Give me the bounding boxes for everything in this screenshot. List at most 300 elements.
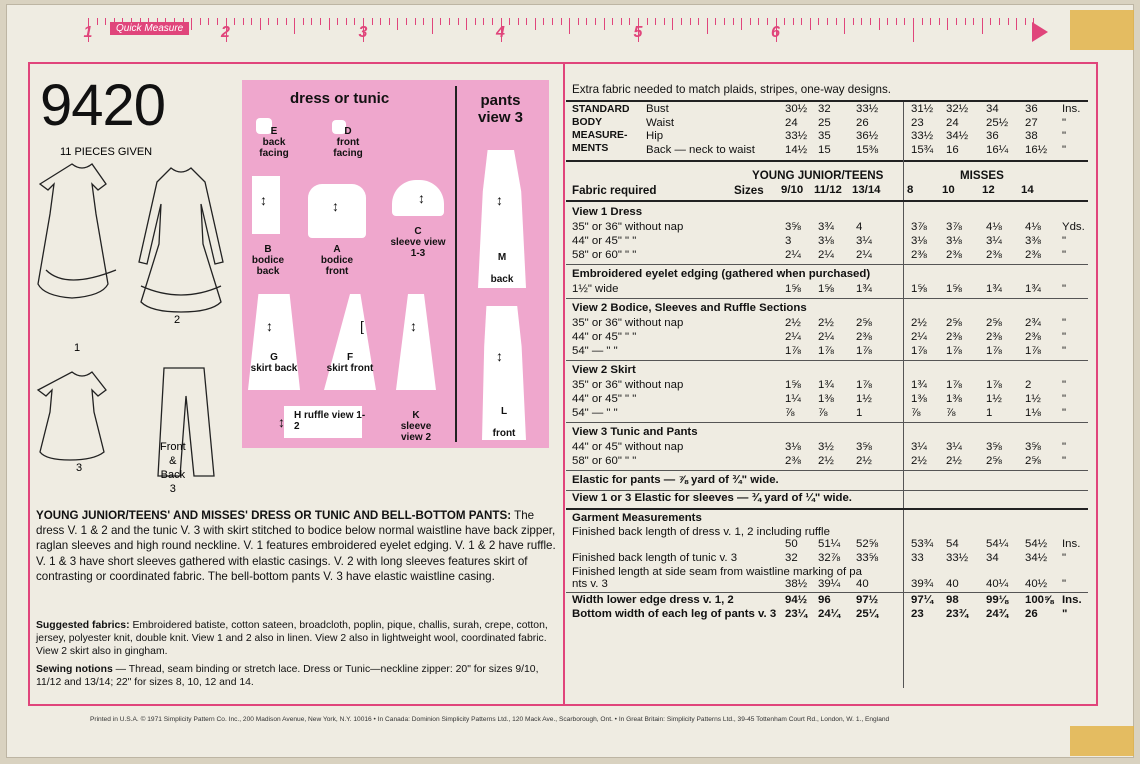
fabric-row-label: 35" or 36" without nap xyxy=(572,221,684,233)
rule xyxy=(566,100,1088,102)
yardage-value: 1⅞ xyxy=(986,379,1002,391)
grain-arrow-icon: ↕ xyxy=(332,198,339,214)
ruler-tick xyxy=(268,18,269,25)
ruler-tick xyxy=(1025,18,1026,25)
yardage-value: 3⅛ xyxy=(946,235,962,247)
measurement-value: 36½ xyxy=(856,130,879,142)
unit-label: " xyxy=(1062,249,1067,261)
ruler-tick xyxy=(105,18,106,25)
yardage-value: 2½ xyxy=(785,317,801,329)
ruler-tick xyxy=(260,18,261,30)
garment-value: 40¼ xyxy=(986,578,1009,590)
measurement-value: 36 xyxy=(1025,103,1038,115)
yardage-value: 3⅝ xyxy=(1025,441,1041,453)
ruler-tick xyxy=(380,18,381,25)
yardage-value: 1¾ xyxy=(1025,283,1041,295)
garment-value: 97¼ xyxy=(911,594,934,606)
ruler-tick xyxy=(526,18,527,25)
ruler-tick xyxy=(939,18,940,25)
yardage-value: 3⅞ xyxy=(946,221,962,233)
garment-value: 38½ xyxy=(785,578,808,590)
misses-label: MISSES xyxy=(960,169,1004,182)
garment-value: 39¾ xyxy=(911,578,934,590)
ruler-tick xyxy=(836,18,837,25)
yardage-value: 1¾ xyxy=(818,379,834,391)
garment-value: 97½ xyxy=(856,594,879,606)
ruler-tick xyxy=(277,18,278,25)
measurement-value: 24 xyxy=(785,116,798,129)
ruler-tick xyxy=(758,18,759,25)
measurement-value: 33½ xyxy=(785,130,808,142)
ruler-tick xyxy=(251,18,252,25)
ruler-number: 4 xyxy=(496,24,505,41)
yardage-value: 1⅝ xyxy=(946,283,962,295)
ruler-tick xyxy=(535,18,536,30)
ruler-tick xyxy=(956,18,957,25)
yardage-value: 1¾ xyxy=(986,283,1002,295)
unit-label: " xyxy=(1062,283,1067,295)
yardage-value: 1⅞ xyxy=(986,345,1002,357)
young-label: YOUNG JUNIOR/TEENS xyxy=(752,169,884,182)
yardage-value: 4⅛ xyxy=(1025,221,1041,233)
yardage-value: 1⅜ xyxy=(946,393,962,405)
suggested-fabrics xyxy=(36,619,556,658)
piece-g-label: G skirt back xyxy=(250,352,298,374)
garment-value: 54½ xyxy=(1025,538,1048,550)
size-header: 9/10 xyxy=(781,184,804,196)
ruler-tick xyxy=(191,18,192,30)
garment-row-label: Bottom width of each leg of pants v. 3 xyxy=(572,608,777,620)
garment-value: 98 xyxy=(946,594,959,606)
description-body: The dress V. 1 & 2 and the tunic V. 3 with skirt stitched to bodice below normal waistline have back zipper, raglan sleeves and high round neckline. V. 1 features embroidered eyelet edging. V. 1 & 2 have ruffle. V. 1 & 3 have short sleeves gathered with elastic casings. V. 2 with long sleeves features skirt of contrasting or coordinated fabric. The bell-bottom pants V. 3 have elastic waistline casing. xyxy=(36,509,556,583)
column-divider xyxy=(903,102,904,688)
ruler-tick xyxy=(887,18,888,25)
ruler-tick xyxy=(818,18,819,25)
piece-f-shape xyxy=(324,294,376,390)
ruler-tick xyxy=(200,18,201,25)
yardage-value: 1 xyxy=(986,407,993,419)
unit-label: " xyxy=(1062,331,1067,343)
garment-value: 32⅞ xyxy=(818,552,841,564)
yardage-value: 2¼ xyxy=(785,249,801,261)
yardage-value: 3⅝ xyxy=(986,441,1002,453)
yardage-value: 2¼ xyxy=(911,331,927,343)
sizes-label: Sizes xyxy=(734,184,764,197)
yardage-value: 2⅝ xyxy=(986,455,1002,467)
measurement-value: 16½ xyxy=(1025,143,1048,156)
pieces-count: 11 PIECES GIVEN xyxy=(60,146,153,158)
yardage-value: 2⅜ xyxy=(1025,331,1041,343)
rule xyxy=(566,490,1088,491)
garment-title: Garment Measurements xyxy=(572,512,702,524)
garment-row-label: Finished back length of tunic v. 3 xyxy=(572,552,738,564)
yardage-value: 3¼ xyxy=(911,441,927,453)
yardage-value: 1¾ xyxy=(911,379,927,391)
view-1-dress xyxy=(38,164,108,298)
ruler-tick xyxy=(870,18,871,25)
ruler-tick xyxy=(397,18,398,30)
ruler-tick xyxy=(294,18,295,34)
panel-divider xyxy=(455,86,457,442)
tape xyxy=(1070,10,1134,50)
yardage-value: 2⅜ xyxy=(946,331,962,343)
garment-row-label: Finished length at side seam from waistline marking of pa xyxy=(572,566,862,578)
measurement-value: 25½ xyxy=(986,116,1009,129)
garment-value: 53¾ xyxy=(911,538,934,550)
unit-label: " xyxy=(1062,407,1067,419)
yardage-value: 4 xyxy=(856,221,863,233)
unit-label: " xyxy=(1062,455,1067,467)
ruler-tick xyxy=(1008,18,1009,25)
standard-body-label: STANDARD BODY MEASURE- MENTS xyxy=(572,104,630,154)
section-title: View 3 Tunic and Pants xyxy=(572,426,698,438)
ruler-arrow-icon xyxy=(1032,22,1048,42)
pants-heading: pants view 3 xyxy=(478,92,524,126)
ruler-tick xyxy=(655,18,656,25)
pattern-number: 9420 xyxy=(40,73,166,138)
ruler-tick xyxy=(879,18,880,30)
view-2-label: 2 xyxy=(174,314,181,326)
ruler-tick xyxy=(999,18,1000,25)
yardage-value: 2⅜ xyxy=(986,249,1002,261)
yardage-value: 2⅝ xyxy=(856,317,872,329)
ruler-tick xyxy=(466,18,467,30)
section-title: View 1 Dress xyxy=(572,206,643,218)
garment-row-label: nts v. 3 xyxy=(572,578,608,590)
unit-label: " xyxy=(1062,130,1067,142)
yardage-value: 1⅜ xyxy=(911,393,927,405)
garment-value: 99⅛ xyxy=(986,594,1009,606)
ruler-tick xyxy=(750,18,751,25)
ruler-tick xyxy=(973,18,974,25)
fabric-row-label: 44" or 45" without nap xyxy=(572,441,684,453)
pattern-description xyxy=(36,508,556,584)
unit-label: " xyxy=(1062,235,1067,247)
ruler-tick xyxy=(432,18,433,34)
yardage-value: 2⅜ xyxy=(911,249,927,261)
ruler-tick xyxy=(1016,18,1017,30)
yardage-value: 3¼ xyxy=(856,235,872,247)
yardage-value: 2½ xyxy=(911,455,927,467)
rule xyxy=(566,422,1088,423)
yardage-value: 2⅜ xyxy=(986,331,1002,343)
unit-label: " xyxy=(1062,552,1067,564)
garment-value: 23¼ xyxy=(785,608,808,620)
ruler-tick xyxy=(329,18,330,30)
measurement-value: 33½ xyxy=(911,130,934,142)
yardage-value: 1⅛ xyxy=(1025,407,1041,419)
ruler-tick xyxy=(449,18,450,25)
garment-value: 33 xyxy=(911,552,924,564)
grain-arrow-icon: ↕ xyxy=(278,414,285,430)
garment-value: 33⅝ xyxy=(856,552,879,564)
ruler-tick xyxy=(784,18,785,25)
piece-l-label: L front xyxy=(492,406,516,439)
ruler-tick xyxy=(389,18,390,25)
grain-arrow-icon: ↕ xyxy=(410,318,417,334)
notions-label: Sewing notions xyxy=(36,664,113,675)
yardage-value: 2⅝ xyxy=(1025,455,1041,467)
unit-label: Ins. xyxy=(1062,594,1082,606)
piece-h-label: H ruffle view 1-2 xyxy=(294,410,366,432)
view-sketches xyxy=(36,160,236,500)
yardage-value: 1⅝ xyxy=(818,283,834,295)
garment-value: 51¼ xyxy=(818,538,841,550)
yardage-value: 2⅜ xyxy=(856,331,872,343)
ruler-tick xyxy=(458,18,459,25)
size-header: 13/14 xyxy=(852,184,881,196)
measurement-value: 32 xyxy=(818,103,831,115)
rule xyxy=(566,592,1088,593)
ruler-tick xyxy=(690,18,691,25)
yardage-value: 3¾ xyxy=(818,221,834,233)
yardage-value: ⅞ xyxy=(785,407,795,419)
measurement-value: 25 xyxy=(818,116,831,129)
yardage-value: 3⅝ xyxy=(856,441,872,453)
measurement-value: 34½ xyxy=(946,130,969,142)
measurement-value: 14½ xyxy=(785,143,808,156)
ruler-tick xyxy=(930,18,931,25)
pattern-pieces-panel xyxy=(242,80,549,448)
ruler-tick xyxy=(509,18,510,25)
grain-arrow-icon: ↕ xyxy=(496,348,503,364)
view-1-label: 1 xyxy=(74,342,81,354)
ruler-number: 5 xyxy=(633,24,643,41)
garment-value: 23¾ xyxy=(946,608,969,620)
rule xyxy=(566,200,1088,202)
sewing-notions xyxy=(36,663,556,689)
unit-label: " xyxy=(1062,345,1067,357)
measurement-value: 26 xyxy=(856,116,869,129)
notions-text: — Thread, seam binding or stretch lace. Dress or Tunic—neckline zipper: 20" for sizes 9/10, 11/12 and 13/14; 22" for sizes 8, 10, 12 and 14. xyxy=(36,664,539,688)
ruler-tick xyxy=(346,18,347,25)
view-3-tunic xyxy=(38,372,106,460)
piece-g-shape xyxy=(248,294,300,390)
garment-value: 26 xyxy=(1025,608,1038,620)
measurement-value: 32½ xyxy=(946,103,969,115)
piece-b-label: B bodice back xyxy=(251,244,285,277)
ruler-tick xyxy=(406,18,407,25)
measurement-value: 35 xyxy=(818,130,831,142)
measurement-value: 30½ xyxy=(785,103,808,115)
yardage-value: 2⅝ xyxy=(986,317,1002,329)
fold-bracket-icon: [ xyxy=(360,318,364,334)
ruler-tick xyxy=(518,18,519,25)
ruler-tick xyxy=(97,18,98,25)
yardage-value: 1⅝ xyxy=(911,283,927,295)
unit-label: Ins. xyxy=(1062,103,1081,115)
ruler-tick xyxy=(552,18,553,25)
measurement-value: 31½ xyxy=(911,103,934,115)
yardage-value: 4⅛ xyxy=(986,221,1002,233)
ruler-tick xyxy=(698,18,699,25)
garment-value: 24¼ xyxy=(818,608,841,620)
ruler-tick xyxy=(965,18,966,25)
ruler-tick xyxy=(234,18,235,25)
yardage-value: 3¼ xyxy=(986,235,1002,247)
fabric-row-label: 44" or 45" " " xyxy=(572,235,637,247)
fabric-row-label: 35" or 36" without nap xyxy=(572,379,684,391)
yardage-value: 2¼ xyxy=(785,331,801,343)
garment-value: 94½ xyxy=(785,594,808,606)
garment-value: 100⅝ xyxy=(1025,594,1054,606)
yardage-value: 2½ xyxy=(946,455,962,467)
dress-tunic-heading: dress or tunic xyxy=(290,90,390,107)
ruler-tick xyxy=(672,18,673,30)
ruler-tick xyxy=(793,18,794,25)
section-title: Embroidered eyelet edging (gathered when purchased) xyxy=(572,268,871,280)
ruler-tick xyxy=(311,18,312,25)
ruler-tick xyxy=(922,18,923,25)
ruler-tick xyxy=(733,18,734,25)
garment-value: 33½ xyxy=(946,552,969,564)
garment-value: 39¼ xyxy=(818,578,841,590)
fabric-row-label: 54" — " " xyxy=(572,407,618,419)
size-header: 10 xyxy=(942,184,955,196)
ruler-tick xyxy=(286,18,287,25)
garment-value: 50 xyxy=(785,538,798,550)
yardage-value: 2¾ xyxy=(1025,317,1041,329)
measurement-value: 38 xyxy=(1025,130,1038,142)
yardage-value: 2⅜ xyxy=(1025,249,1041,261)
unit-label: " xyxy=(1062,379,1067,391)
rule xyxy=(566,298,1088,299)
yardage-value: 2¼ xyxy=(818,249,834,261)
rule xyxy=(566,160,1088,162)
ruler-tick xyxy=(372,18,373,25)
garment-value: 52⅝ xyxy=(856,538,879,550)
ruler-tick xyxy=(303,18,304,25)
fabric-row-label: 58" or 60" " " xyxy=(572,455,637,467)
measurement-value: 15¾ xyxy=(911,143,934,156)
ruler-tick xyxy=(569,18,570,34)
section-title: View 2 Bodice, Sleeves and Ruffle Sections xyxy=(572,302,807,314)
ruler-tick xyxy=(707,18,708,34)
yardage-value: 3⅝ xyxy=(785,221,801,233)
ruler-tick xyxy=(243,18,244,25)
yardage-value: 1¼ xyxy=(785,393,801,405)
garment-value: 40 xyxy=(946,578,959,590)
measurement-value: 24 xyxy=(946,116,959,129)
ruler-tick xyxy=(604,18,605,30)
ruler-tick xyxy=(853,18,854,25)
measurement-name: Back — neck to waist xyxy=(646,143,755,156)
ruler-number: 3 xyxy=(358,24,368,41)
ruler-tick xyxy=(982,18,983,34)
yardage-value: 3⅞ xyxy=(911,221,927,233)
yardage-value: 3⅛ xyxy=(818,235,834,247)
yardage-value: 2½ xyxy=(818,317,834,329)
fabric-row-label: 44" or 45" " " xyxy=(572,331,637,343)
ruler-tick xyxy=(621,18,622,25)
garment-value: 34 xyxy=(986,552,999,564)
piece-c-label: C sleeve view 1-3 xyxy=(390,226,446,259)
yardage-value: 3½ xyxy=(818,441,834,453)
tape xyxy=(1070,726,1134,756)
fabric-row-label: 58" or 60" " " xyxy=(572,249,637,261)
ruler-tick xyxy=(861,18,862,25)
yardage-value: 2⅜ xyxy=(946,249,962,261)
grain-arrow-icon: ↕ xyxy=(266,318,273,334)
yardage-value: 2⅜ xyxy=(785,455,801,467)
description-title: YOUNG JUNIOR/TEENS' AND MISSES' DRESS OR TUNIC AND BELL-BOTTOM PANTS: xyxy=(36,509,512,522)
yardage-value: 2½ xyxy=(818,455,834,467)
view-3-label: 3 xyxy=(76,462,83,474)
garment-row-label: Width lower edge dress v. 1, 2 xyxy=(572,594,734,606)
garment-value: 25¼ xyxy=(856,608,879,620)
yardage-value: 2¼ xyxy=(818,331,834,343)
ruler-tick xyxy=(337,18,338,25)
ruler-tick xyxy=(724,18,725,25)
measurement-value: 36 xyxy=(986,130,999,142)
yardage-value: 2⅝ xyxy=(946,317,962,329)
garment-value: 40 xyxy=(856,578,869,590)
yardage-value: ⅞ xyxy=(911,407,921,419)
garment-value: 24¾ xyxy=(986,608,1009,620)
elastic-sleeves-note: View 1 or 3 Elastic for sleeves — ¾ yard of ¼" wide. xyxy=(572,492,852,504)
yardage-value: 1½ xyxy=(856,393,872,405)
ruler-number: 2 xyxy=(221,24,230,41)
ruler-tick xyxy=(612,18,613,25)
yardage-value: 1⅞ xyxy=(856,345,872,357)
yardage-value: 3⅜ xyxy=(1025,235,1041,247)
ruler-tick xyxy=(767,18,768,25)
ruler-tick xyxy=(208,18,209,25)
measurement-value: 23 xyxy=(911,116,924,129)
ruler-tick xyxy=(681,18,682,25)
yardage-value: 2 xyxy=(1025,379,1032,391)
yardage-value: 1⅞ xyxy=(785,345,801,357)
fabric-row-label: 54" — " " xyxy=(572,345,618,357)
yardage-value: ⅞ xyxy=(946,407,956,419)
extra-fabric-note: Extra fabric needed to match plaids, stripes, one-way designs. xyxy=(572,83,891,96)
unit-label: " xyxy=(1062,441,1067,453)
ruler-tick xyxy=(801,18,802,25)
piece-d-label: D front facing xyxy=(333,126,363,159)
unit-label: " xyxy=(1062,578,1067,590)
front-back-label: Front & Back 3 xyxy=(160,441,186,495)
piece-a-label: A bodice front xyxy=(320,244,354,277)
ruler-tick xyxy=(415,18,416,25)
rule xyxy=(566,360,1088,361)
yardage-value: 1⅝ xyxy=(785,283,801,295)
ruler-number: 1 xyxy=(83,24,93,41)
ruler-tick xyxy=(647,18,648,25)
fabrics-label: Suggested fabrics: xyxy=(36,620,130,631)
frame-divider xyxy=(563,64,565,704)
garment-value: 34½ xyxy=(1025,552,1048,564)
ruler-tick xyxy=(561,18,562,25)
piece-m-label: M back xyxy=(490,252,514,285)
measurement-value: 16¼ xyxy=(986,143,1009,156)
ruler-tick xyxy=(827,18,828,25)
unit-label: " xyxy=(1062,317,1067,329)
yardage-value: 1⅜ xyxy=(818,393,834,405)
size-header: 11/12 xyxy=(814,184,842,196)
ruler-tick xyxy=(217,18,218,25)
piece-k-shape xyxy=(396,294,436,390)
ruler-tick xyxy=(586,18,587,25)
yardage-value: 1⅞ xyxy=(818,345,834,357)
measurement-value: 34 xyxy=(986,103,999,115)
measurement-name: Hip xyxy=(646,130,664,142)
size-header: 8 xyxy=(907,184,914,196)
ruler-tick xyxy=(483,18,484,25)
measurement-name: Bust xyxy=(646,103,669,115)
measurement-value: 15 xyxy=(818,143,831,156)
ruler-tick xyxy=(810,18,811,30)
yardage-value: 1¾ xyxy=(856,283,872,295)
